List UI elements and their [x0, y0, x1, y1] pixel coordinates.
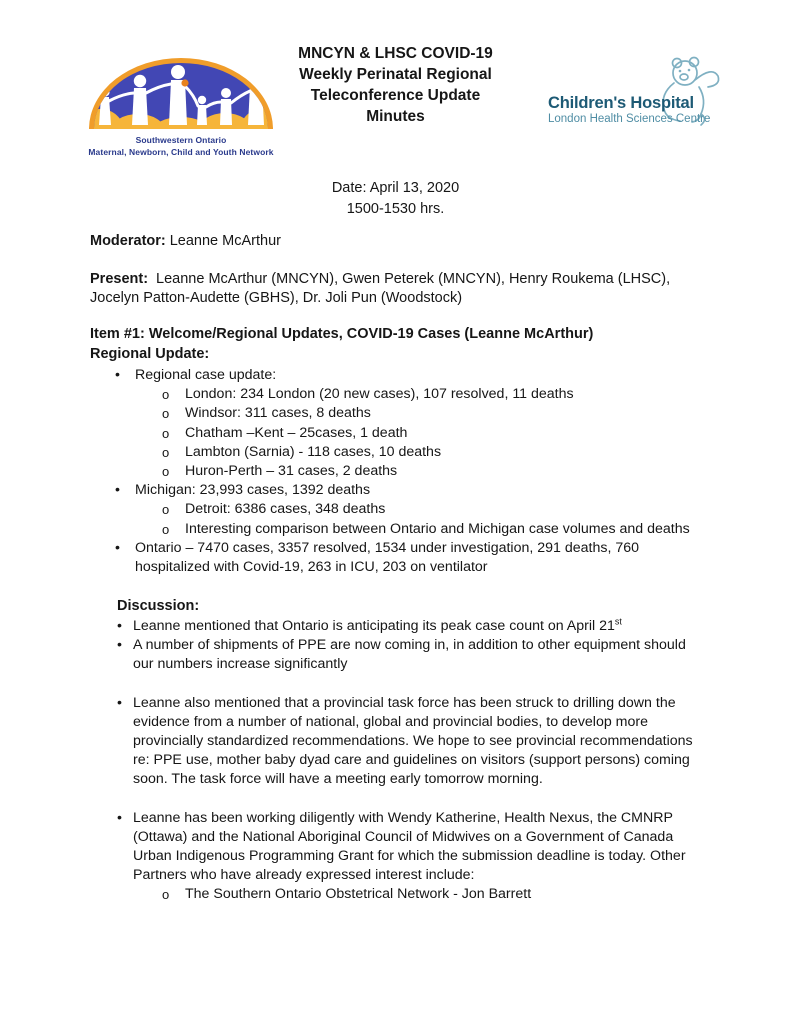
discussion-text: Leanne mentioned that Ontario is anticipating its peak case count on April 21: [133, 618, 615, 634]
list-item: [90, 481, 750, 500]
sub-item-text: Huron-Perth – 31 cases, 2 deaths: [185, 463, 398, 480]
discussion-heading: Discussion:: [117, 598, 200, 614]
hospital-name: Children's Hospital: [548, 94, 694, 112]
title-line-2: Weekly Perinatal Regional: [299, 66, 492, 83]
circle-marker: o: [162, 406, 170, 422]
list-item: [90, 636, 750, 674]
list-item: [90, 694, 750, 790]
sub-item-text: Detroit: 6386 cases, 348 deaths: [185, 501, 386, 518]
bullet-marker: •: [117, 618, 122, 634]
title-line-1: MNCYN & LHSC COVID-19: [298, 45, 493, 62]
sub-item-text: Windsor: 311 cases, 8 deaths: [185, 405, 371, 422]
date-line: Date: April 13, 2020: [331, 180, 460, 196]
sub-list-item: [90, 462, 750, 481]
bullet-marker: •: [117, 809, 122, 826]
sub-list-item: [90, 424, 750, 443]
present-label: Present:: [90, 271, 149, 287]
circle-marker: o: [162, 887, 170, 903]
sub-item-text: Lambton (Sarnia) - 118 cases, 10 deaths: [185, 443, 442, 460]
childrens-hospital-logo: [548, 56, 730, 140]
sub-list-item: [90, 500, 750, 519]
list-item: [90, 366, 750, 385]
moderator-label: Moderator:: [90, 233, 166, 249]
regional-update-list: [90, 366, 750, 577]
bullet-marker: •: [115, 367, 120, 383]
circle-marker: o: [162, 521, 170, 537]
sub-list-item: [90, 404, 750, 423]
sub-list-item: [90, 443, 750, 462]
circle-marker: o: [162, 502, 170, 518]
bullet-marker: •: [115, 482, 120, 499]
bullet-marker: •: [115, 539, 120, 556]
present-line: [90, 270, 710, 308]
date-block: [0, 178, 791, 219]
list-item-text: Regional case update:: [135, 367, 277, 383]
list-item-text: Ontario – 7470 cases, 3357 resolved, 1534 under investigation, 291 deaths, 760 hospitalized with Covid-19, 263 in ICU, 203 on ventilator: [135, 539, 640, 576]
list-item-text: Michigan: 23,993 cases, 1392 deaths: [135, 482, 371, 499]
title-line-4: Minutes: [366, 108, 425, 125]
sub-item-text: London: 234 London (20 new cases), 107 resolved, 11 deaths: [185, 386, 574, 403]
title-line-3: Teleconference Update: [310, 87, 481, 104]
discussion-list: [90, 617, 750, 905]
mncyn-caption-line1: Southwestern Ontario: [135, 135, 227, 145]
sub-list-item: [90, 885, 750, 904]
list-item: [90, 809, 750, 886]
list-item-text: [133, 617, 708, 636]
list-item-text: Leanne also mentioned that a provincial task force has been struck to drilling down the evidence from a number of national, global and provincial bodies, to develop more provincially standardized recommendations. We hope to see provincial recommendations re: PPE use, mother baby dyad care and guidelines on visitors (support persons) coming soon. The task force will have a meeting early tomorrow morning.: [133, 694, 693, 788]
list-item-text: Leanne has been working diligently with Wendy Katherine, Health Nexus, the CMNRP (Ottawa) and the National Aboriginal Council of Midwives on a Government of Canada Urban Indigenous Programming Grant for which the submission deadline is today. Other Partners who have already expressed interest include:: [133, 809, 686, 884]
bullet-marker: •: [117, 637, 122, 654]
moderator-name: Leanne McArthur: [169, 233, 281, 249]
list-item: [90, 617, 750, 636]
circle-marker: o: [162, 444, 170, 460]
circle-marker: o: [162, 387, 170, 403]
hospital-subtitle: London Health Sciences Centre: [548, 113, 711, 125]
circle-marker: o: [162, 425, 170, 441]
sub-list-item: [90, 520, 750, 539]
moderator-line: [90, 233, 281, 249]
sub-item-text: Chatham –Kent – 25cases, 1 death: [185, 424, 408, 441]
sub-list-item: [90, 385, 750, 404]
sub-item-text: Interesting comparison between Ontario and Michigan case volumes and deaths: [185, 520, 690, 537]
circle-marker: o: [162, 464, 170, 480]
superscript: st: [614, 616, 622, 627]
item1-subheading: Regional Update:: [90, 346, 210, 362]
bullet-marker: •: [117, 694, 122, 711]
present-names: Leanne McArthur (MNCYN), Gwen Peterek (MNCYN), Henry Roukema (LHSC), Jocelyn Patton-Audette (GBHS), Dr. Joli Pun (Woodstock): [90, 271, 671, 307]
mncyn-caption-line2: Maternal, Newborn, Child and Youth Network: [88, 146, 274, 157]
sub-item-text: The Southern Ontario Obstetrical Network - Jon Barrett: [185, 886, 532, 903]
list-item: [90, 539, 750, 577]
list-item-text: A number of shipments of PPE are now coming in, in addition to other equipment should our numbers increase significantly: [133, 637, 686, 673]
item1-heading: Item #1: Welcome/Regional Updates, COVID-19 Cases (Leanne McArthur): [90, 326, 594, 342]
time-line: 1500-1530 hrs.: [346, 200, 445, 217]
